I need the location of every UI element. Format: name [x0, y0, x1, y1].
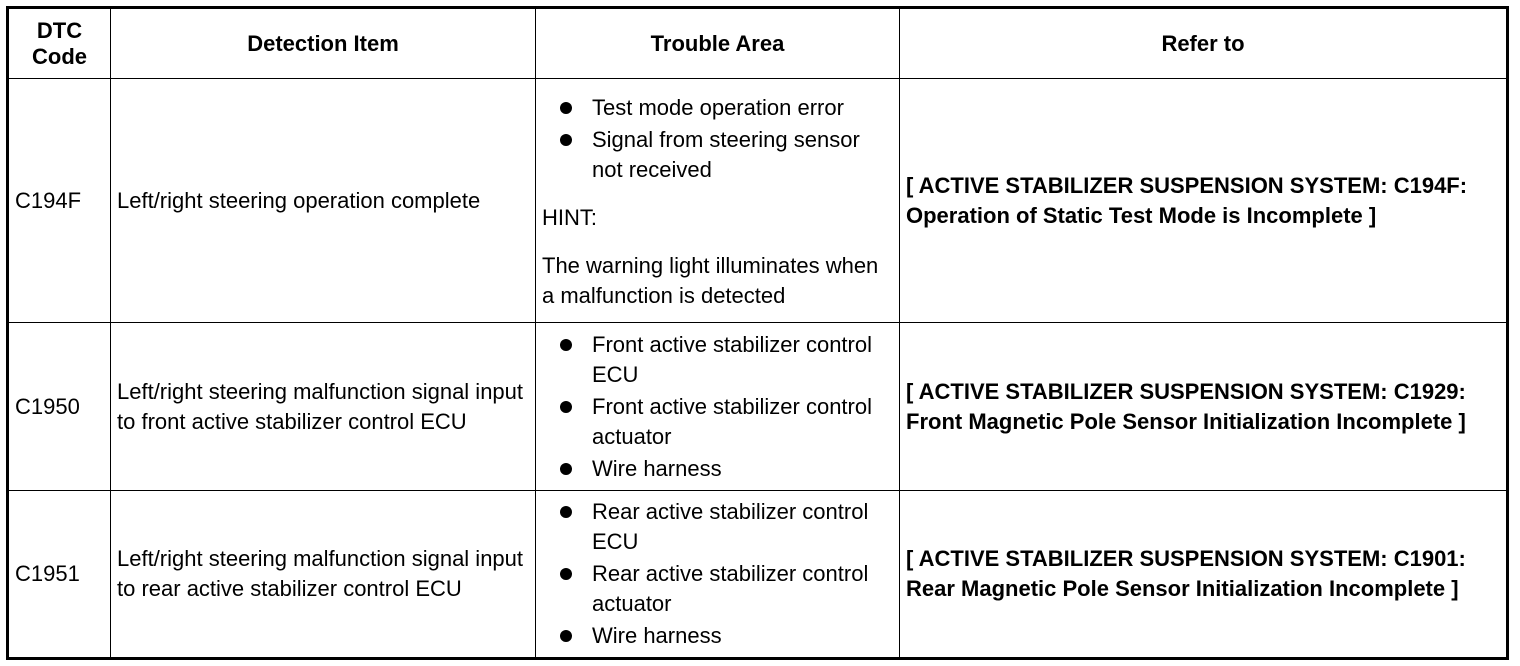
- trouble-area-item-text: Wire harness: [592, 623, 722, 648]
- trouble-area-item: [542, 93, 893, 123]
- detection-item-cell: Left/right steering malfunction signal input to rear active stabilizer control ECU: [111, 491, 536, 659]
- trouble-area-item-text: Front active stabilizer control ECU: [592, 331, 872, 387]
- refer-to-cell: [ ACTIVE STABILIZER SUSPENSION SYSTEM: C1929: Front Magnetic Pole Sensor Initialization Incomplete ]: [900, 323, 1508, 491]
- hint-label: HINT:: [542, 204, 597, 230]
- hint-text: The warning light illuminates when a malfunction is detected: [542, 252, 879, 308]
- trouble-area-item-text: Test mode operation error: [592, 94, 844, 120]
- bullet-icon: [560, 134, 572, 146]
- refer-to-cell: [ ACTIVE STABILIZER SUSPENSION SYSTEM: C1901: Rear Magnetic Pole Sensor Initialization Incomplete ]: [900, 491, 1508, 659]
- trouble-area-item-text: Rear active stabilizer control ECU: [592, 499, 869, 554]
- trouble-area-list: [542, 93, 893, 185]
- table-header-row: [8, 8, 1508, 79]
- header-trouble-area: Trouble Area: [536, 8, 900, 79]
- trouble-area-item: [542, 497, 893, 557]
- bullet-icon: [560, 339, 572, 351]
- table-row: [8, 323, 1508, 491]
- detection-item-cell: Left/right steering malfunction signal input to front active stabilizer control ECU: [111, 323, 536, 491]
- bullet-icon: [560, 630, 572, 642]
- bullet-icon: [560, 506, 572, 518]
- trouble-area-cell: [536, 79, 900, 323]
- trouble-area-item: [542, 454, 893, 484]
- detection-item-cell: Left/right steering operation complete: [111, 79, 536, 323]
- header-dtc-code: DTC Code: [8, 8, 111, 79]
- bullet-icon: [560, 463, 572, 475]
- dtc-code-cell: C194F: [8, 79, 111, 323]
- trouble-area-item: [542, 125, 893, 185]
- trouble-area-item: [542, 621, 893, 651]
- bullet-icon: [560, 102, 572, 114]
- header-refer-to: Refer to: [900, 8, 1508, 79]
- trouble-area-item: [542, 392, 893, 452]
- trouble-area-cell: [536, 323, 900, 491]
- trouble-area-item-text: Signal from steering sensor not received: [592, 126, 860, 182]
- trouble-area-item: [542, 330, 893, 390]
- trouble-area-item-text: Front active stabilizer control actuator: [592, 393, 872, 449]
- dtc-code-cell: C1951: [8, 491, 111, 659]
- trouble-area-item-text: Rear active stabilizer control actuator: [592, 561, 869, 616]
- refer-to-cell: [ ACTIVE STABILIZER SUSPENSION SYSTEM: C194F: Operation of Static Test Mode is Incomplete ]: [900, 79, 1508, 323]
- table-row: [8, 79, 1508, 323]
- table-row: [8, 491, 1508, 659]
- dtc-code-cell: C1950: [8, 323, 111, 491]
- trouble-area-list: [542, 330, 893, 484]
- trouble-area-list: [542, 497, 893, 651]
- dtc-table: [6, 6, 1509, 660]
- trouble-area-item-text: Wire harness: [592, 455, 722, 481]
- trouble-area-cell: [536, 491, 900, 659]
- trouble-area-item: [542, 559, 893, 619]
- header-detection-item: Detection Item: [111, 8, 536, 79]
- bullet-icon: [560, 401, 572, 413]
- bullet-icon: [560, 568, 572, 580]
